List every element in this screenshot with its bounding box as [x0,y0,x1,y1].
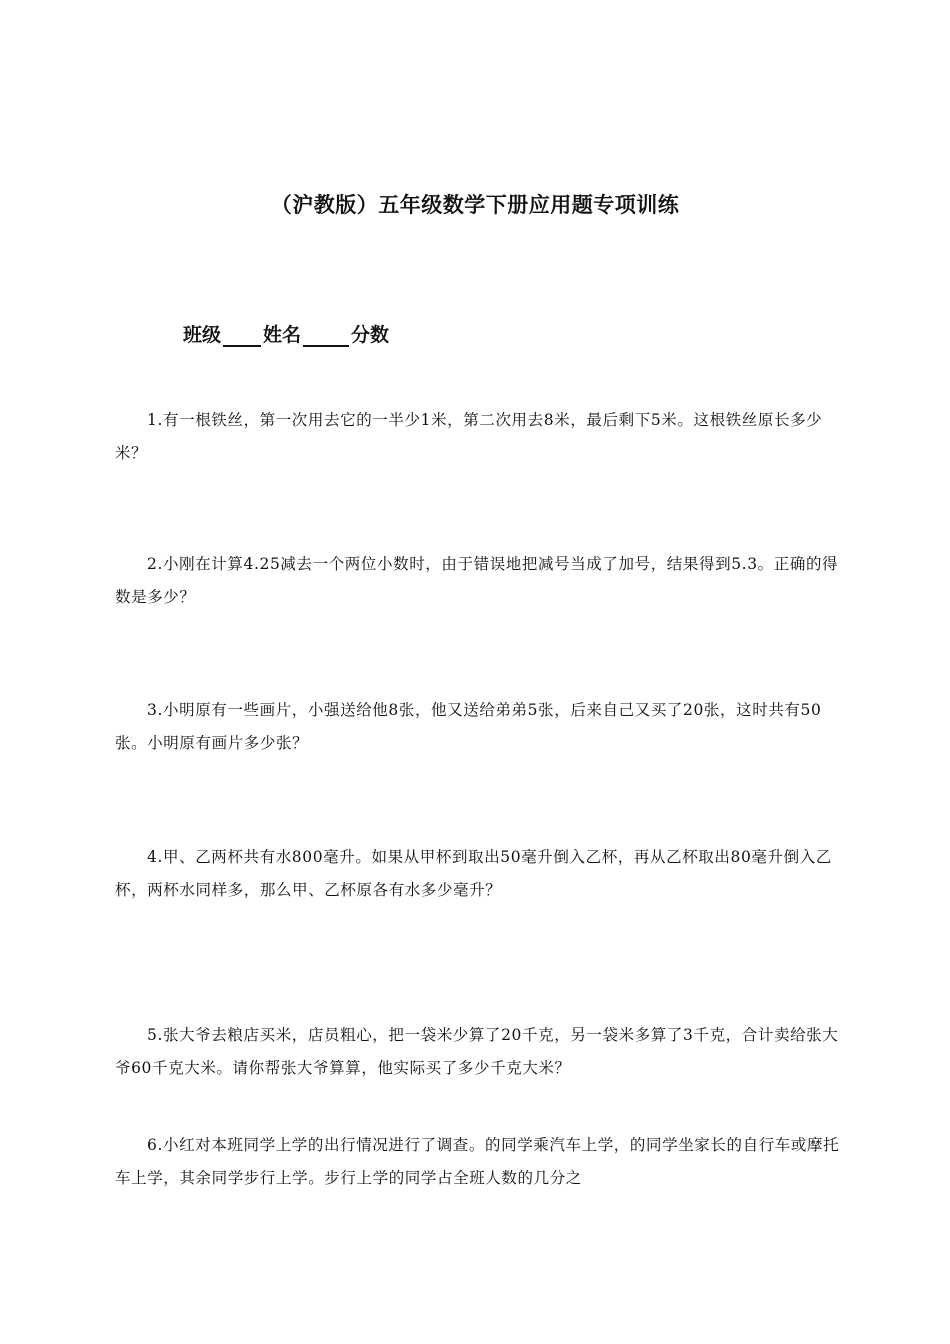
document-title: （沪教版）五年级数学下册应用题专项训练 [270,193,680,217]
class-label: 班级 [183,324,222,346]
question-3: 3.小明原有一些画片，小强送给他8张，他又送给弟弟5张，后来自己又买了20张，这时共有50张。小明原有画片多少张？ [115,701,822,752]
score-label: 分数 [351,324,390,346]
name-label: 姓名 [263,324,302,346]
question-2: 2.小刚在计算4.25减去一个两位小数时，由于错误地把减号当成了加号，结果得到5.3。正确的得数是多少？ [115,555,839,606]
question-6: 6.小红对本班同学上学的出行情况进行了调查。的同学乘汽车上学，的同学坐家长的自行车或摩托车上学，其余同学步行上学。步行上学的同学占全班人数的几分之 [115,1136,840,1187]
question-4: 4.甲、乙两杯共有水800毫升。如果从甲杯到取出50毫升倒入乙杯，再从乙杯取出80毫升倒入乙杯，两杯水同样多，那么甲、乙杯原各有水多少毫升？ [115,848,832,899]
student-info-line [183,320,389,347]
question-5: 5.张大爷去粮店买米，店员粗心，把一袋米少算了20千克，另一袋米多算了3千克，合计卖给张大爷60千克大米。请你帮张大爷算算，他实际买了多少千克大米？ [115,1026,839,1077]
name-blank [303,327,349,347]
class-blank [223,327,261,347]
question-1: 1.有一根铁丝，第一次用去它的一半少1米，第二次用去8米，最后剩下5米。这根铁丝原长多少米？ [115,411,823,462]
